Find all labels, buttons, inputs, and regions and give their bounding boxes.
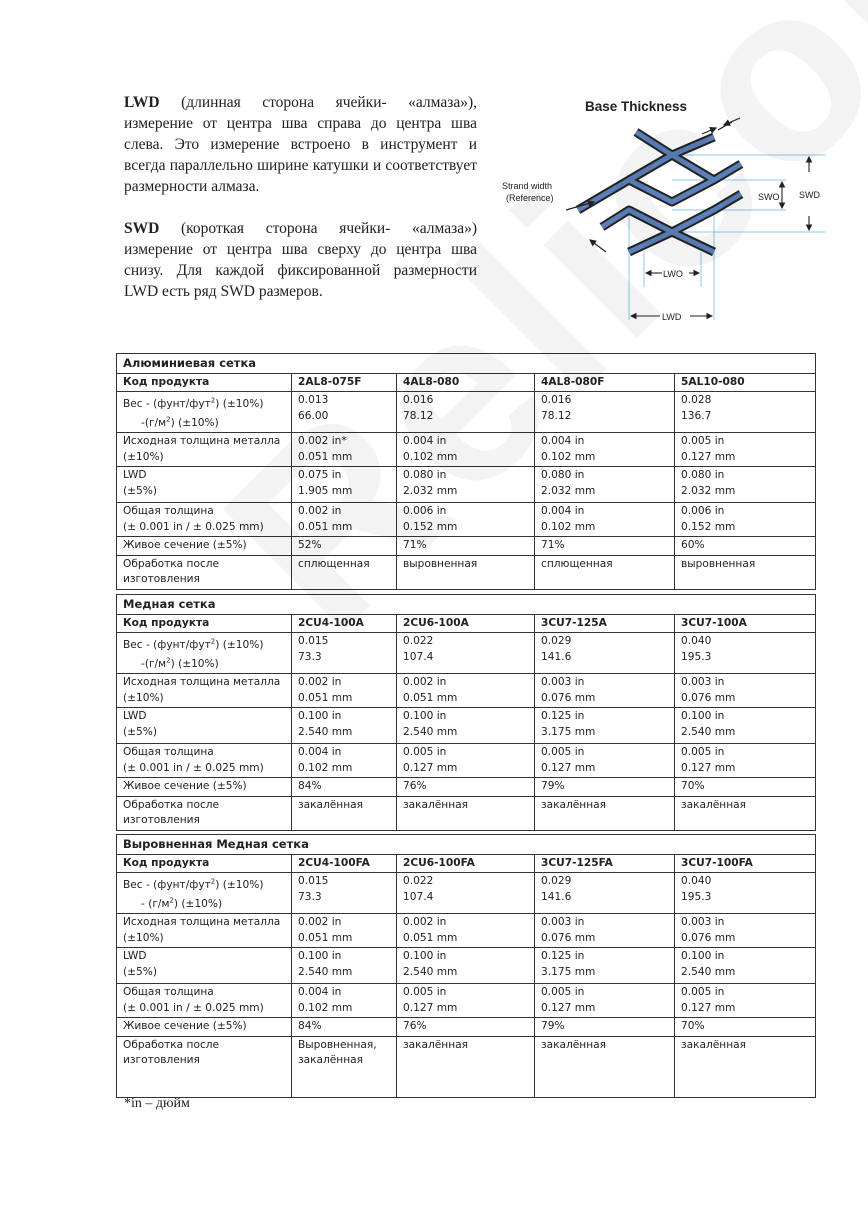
- cell-value: закалённая: [675, 796, 816, 830]
- cell-value: 70%: [675, 1018, 816, 1037]
- row-label: [117, 873, 292, 914]
- cell-value: 0.002 in* 0.051 mm: [292, 433, 397, 467]
- cell-value: 79%: [535, 778, 675, 797]
- cell-value: 3CU7-125FA: [535, 854, 675, 873]
- cell-value: 0.029 141.6: [535, 873, 675, 914]
- cell-value: 79%: [535, 1018, 675, 1037]
- cell-value: 0.006 in 0.152 mm: [397, 503, 535, 537]
- cell-value: 2AL8-075F: [292, 373, 397, 392]
- label-strand-reference: (Reference): [506, 193, 554, 203]
- row-label: Исходная толщина металла (±10%): [117, 674, 292, 708]
- intro-text: [124, 92, 477, 323]
- metal-thickness-row: [117, 433, 816, 467]
- weight-row: [117, 392, 816, 433]
- table-title: Выровненная Медная сетка: [117, 835, 816, 855]
- cell-value: 0.006 in 0.152 mm: [675, 503, 816, 537]
- cell-value: 4AL8-080F: [535, 373, 675, 392]
- cell-value: 0.016 78.12: [397, 392, 535, 433]
- row-label: Код продукта: [117, 614, 292, 633]
- weight-label-imperial: Вес - (фунт/фут$^2$) (±10%): [123, 637, 264, 651]
- total-thickness-row: [117, 744, 816, 778]
- row-label: Обработка после изготовления: [117, 796, 292, 830]
- aluminum-mesh-table: [116, 353, 816, 590]
- row-label: Исходная толщина металла (±10%): [117, 914, 292, 948]
- row-label: Общая толщина (± 0.001 in / ± 0.025 mm): [117, 984, 292, 1018]
- row-label: Живое сечение (±5%): [117, 778, 292, 797]
- lwd-row: [117, 708, 816, 744]
- lwd-row: [117, 467, 816, 503]
- cell-value: 0.125 in 3.175 mm: [535, 948, 675, 984]
- table-title: Медная сетка: [117, 595, 816, 615]
- row-label: Обработка после изготовления: [117, 555, 292, 589]
- cell-value: 0.004 in 0.102 mm: [535, 433, 675, 467]
- cell-value: 0.004 in 0.102 mm: [535, 503, 675, 537]
- cell-value: 0.080 in 2.032 mm: [535, 467, 675, 503]
- product-code-row: [117, 614, 816, 633]
- swd-paragraph: [124, 218, 477, 302]
- cell-value: 3CU7-100A: [675, 614, 816, 633]
- cell-value: 0.005 in 0.127 mm: [397, 984, 535, 1018]
- cell-value: 0.002 in 0.051 mm: [292, 674, 397, 708]
- cell-value: 0.004 in 0.102 mm: [292, 744, 397, 778]
- open-area-row: [117, 778, 816, 797]
- cell-value: 0.028 136.7: [675, 392, 816, 433]
- row-label: Общая толщина (± 0.001 in / ± 0.025 mm): [117, 503, 292, 537]
- label-base-thickness: Base Thickness: [585, 99, 688, 114]
- weight-label-metric: - $(г/м^2)$ (±10%): [141, 896, 223, 910]
- mesh-strands: [578, 132, 741, 252]
- cell-value: 3CU7-100FA: [675, 854, 816, 873]
- cell-value: 0.003 in 0.076 mm: [675, 914, 816, 948]
- cell-value: 0.004 in 0.102 mm: [292, 984, 397, 1018]
- cell-value: 0.004 in 0.102 mm: [397, 433, 535, 467]
- cell-value: 0.080 in 2.032 mm: [675, 467, 816, 503]
- cell-value: 71%: [397, 537, 535, 556]
- cell-value: закалённая: [535, 1036, 675, 1097]
- swd-term: SWD: [124, 220, 160, 237]
- cell-value: 0.022 107.4: [397, 633, 535, 674]
- cell-value: сплющенная: [535, 555, 675, 589]
- mesh-diagram: [496, 92, 826, 328]
- label-lwo: LWO: [663, 269, 683, 279]
- row-label: LWD (±5%): [117, 948, 292, 984]
- weight-row: [117, 873, 816, 914]
- cell-value: 0.013 66.00: [292, 392, 397, 433]
- cell-value: закалённая: [535, 796, 675, 830]
- weight-label-imperial: Вес - (фунт/фут$^2$) (±10%): [123, 877, 264, 891]
- cell-value: 0.005 in 0.127 mm: [675, 744, 816, 778]
- lwd-row: [117, 948, 816, 984]
- cell-value: закалённая: [397, 796, 535, 830]
- label-swd: SWD: [799, 190, 820, 200]
- cell-value: 0.002 in 0.051 mm: [292, 914, 397, 948]
- cell-value: 52%: [292, 537, 397, 556]
- copper-mesh-table: [116, 594, 816, 831]
- row-label: [117, 633, 292, 674]
- cell-value: 2CU4-100FA: [292, 854, 397, 873]
- cell-value: 0.003 in 0.076 mm: [675, 674, 816, 708]
- label-lwd: LWD: [662, 312, 682, 322]
- open-area-row: [117, 1018, 816, 1037]
- row-label: [117, 392, 292, 433]
- cell-value: 70%: [675, 778, 816, 797]
- weight-label-imperial: Вес - (фунт/фут$^2$) (±10%): [123, 396, 264, 410]
- cell-value: закалённая: [675, 1036, 816, 1097]
- cell-value: 0.100 in 2.540 mm: [675, 948, 816, 984]
- swd-description: (короткая сторона ячейки- «алмаза») измерение от центра шва сверху до центра шва снизу. Для каждой фиксированной размерности LWD есть ряд SWD размеров.: [124, 220, 477, 300]
- cell-value: 84%: [292, 1018, 397, 1037]
- weight-label-metric: $-(г/м^2)$ (±10%): [141, 656, 219, 670]
- weight-row: [117, 633, 816, 674]
- row-label: Код продукта: [117, 854, 292, 873]
- cell-value: 5AL10-080: [675, 373, 816, 392]
- row-label: Общая толщина (± 0.001 in / ± 0.025 mm): [117, 744, 292, 778]
- cell-value: 0.125 in 3.175 mm: [535, 708, 675, 744]
- cell-value: 0.100 in 2.540 mm: [397, 708, 535, 744]
- cell-value: 0.022 107.4: [397, 873, 535, 914]
- cell-value: 0.005 in 0.127 mm: [535, 744, 675, 778]
- cell-value: 0.075 in 1.905 mm: [292, 467, 397, 503]
- table-title: Алюминиевая сетка: [117, 354, 816, 374]
- cell-value: 0.002 in 0.051 mm: [292, 503, 397, 537]
- cell-value: 0.015 73.3: [292, 873, 397, 914]
- cell-value: 0.080 in 2.032 mm: [397, 467, 535, 503]
- cell-value: 0.015 73.3: [292, 633, 397, 674]
- cell-value: закалённая: [397, 1036, 535, 1097]
- cell-value: 0.029 141.6: [535, 633, 675, 674]
- cell-value: 0.100 in 2.540 mm: [675, 708, 816, 744]
- cell-value: 76%: [397, 1018, 535, 1037]
- cell-value: выровненная: [397, 555, 535, 589]
- cell-value: 0.003 in 0.076 mm: [535, 914, 675, 948]
- product-code-row: [117, 854, 816, 873]
- cell-value: 0.040 195.3: [675, 633, 816, 674]
- lwd-term: LWD: [124, 94, 160, 111]
- cell-value: 0.005 in 0.127 mm: [675, 433, 816, 467]
- cell-value: 0.100 in 2.540 mm: [397, 948, 535, 984]
- cell-value: 0.002 in 0.051 mm: [397, 674, 535, 708]
- row-label: LWD (±5%): [117, 467, 292, 503]
- open-area-row: [117, 537, 816, 556]
- row-label: Код продукта: [117, 373, 292, 392]
- footnote: *in – дюйм: [124, 1096, 190, 1111]
- cell-value: 2CU6-100FA: [397, 854, 535, 873]
- cell-value: 2CU6-100A: [397, 614, 535, 633]
- cell-value: 0.003 in 0.076 mm: [535, 674, 675, 708]
- cell-value: выровненная: [675, 555, 816, 589]
- cell-value: 3CU7-125A: [535, 614, 675, 633]
- metal-thickness-row: [117, 914, 816, 948]
- treatment-row: [117, 1036, 816, 1097]
- cell-value: 0.005 in 0.127 mm: [535, 984, 675, 1018]
- cell-value: 76%: [397, 778, 535, 797]
- cell-value: 4AL8-080: [397, 373, 535, 392]
- row-label: LWD (±5%): [117, 708, 292, 744]
- label-strand-width: Strand width: [502, 181, 553, 191]
- row-label: Исходная толщина металла (±10%): [117, 433, 292, 467]
- row-label: Живое сечение (±5%): [117, 1018, 292, 1037]
- total-thickness-row: [117, 503, 816, 537]
- cell-value: сплющенная: [292, 555, 397, 589]
- cell-value: Выровненная, закалённая: [292, 1036, 397, 1097]
- lwd-paragraph: [124, 92, 477, 197]
- cell-value: 0.100 in 2.540 mm: [292, 708, 397, 744]
- row-label: Живое сечение (±5%): [117, 537, 292, 556]
- treatment-row: [117, 555, 816, 589]
- cell-value: 0.005 in 0.127 mm: [397, 744, 535, 778]
- label-swo: SWO: [758, 192, 780, 202]
- lwd-description: (длинная сторона ячейки- «алмаза»), измерение от центра шва справа до центра шва слева. Это измерение встроено в инструмент и всегда параллельно ширине катушки и соответствует размерности алмаза.: [124, 94, 477, 195]
- row-label: Обработка после изготовления: [117, 1036, 292, 1097]
- cell-value: 0.100 in 2.540 mm: [292, 948, 397, 984]
- total-thickness-row: [117, 984, 816, 1018]
- cell-value: 0.016 78.12: [535, 392, 675, 433]
- metal-thickness-row: [117, 674, 816, 708]
- cell-value: 0.002 in 0.051 mm: [397, 914, 535, 948]
- cell-value: 60%: [675, 537, 816, 556]
- cell-value: 0.040 195.3: [675, 873, 816, 914]
- cell-value: закалённая: [292, 796, 397, 830]
- cell-value: 2CU4-100A: [292, 614, 397, 633]
- cell-value: 0.005 in 0.127 mm: [675, 984, 816, 1018]
- flattened-copper-mesh-table: [116, 834, 816, 1098]
- weight-label-metric: $-(г/м^2)$ (±10%): [141, 415, 219, 429]
- cell-value: 84%: [292, 778, 397, 797]
- treatment-row: [117, 796, 816, 830]
- product-code-row: [117, 373, 816, 392]
- cell-value: 71%: [535, 537, 675, 556]
